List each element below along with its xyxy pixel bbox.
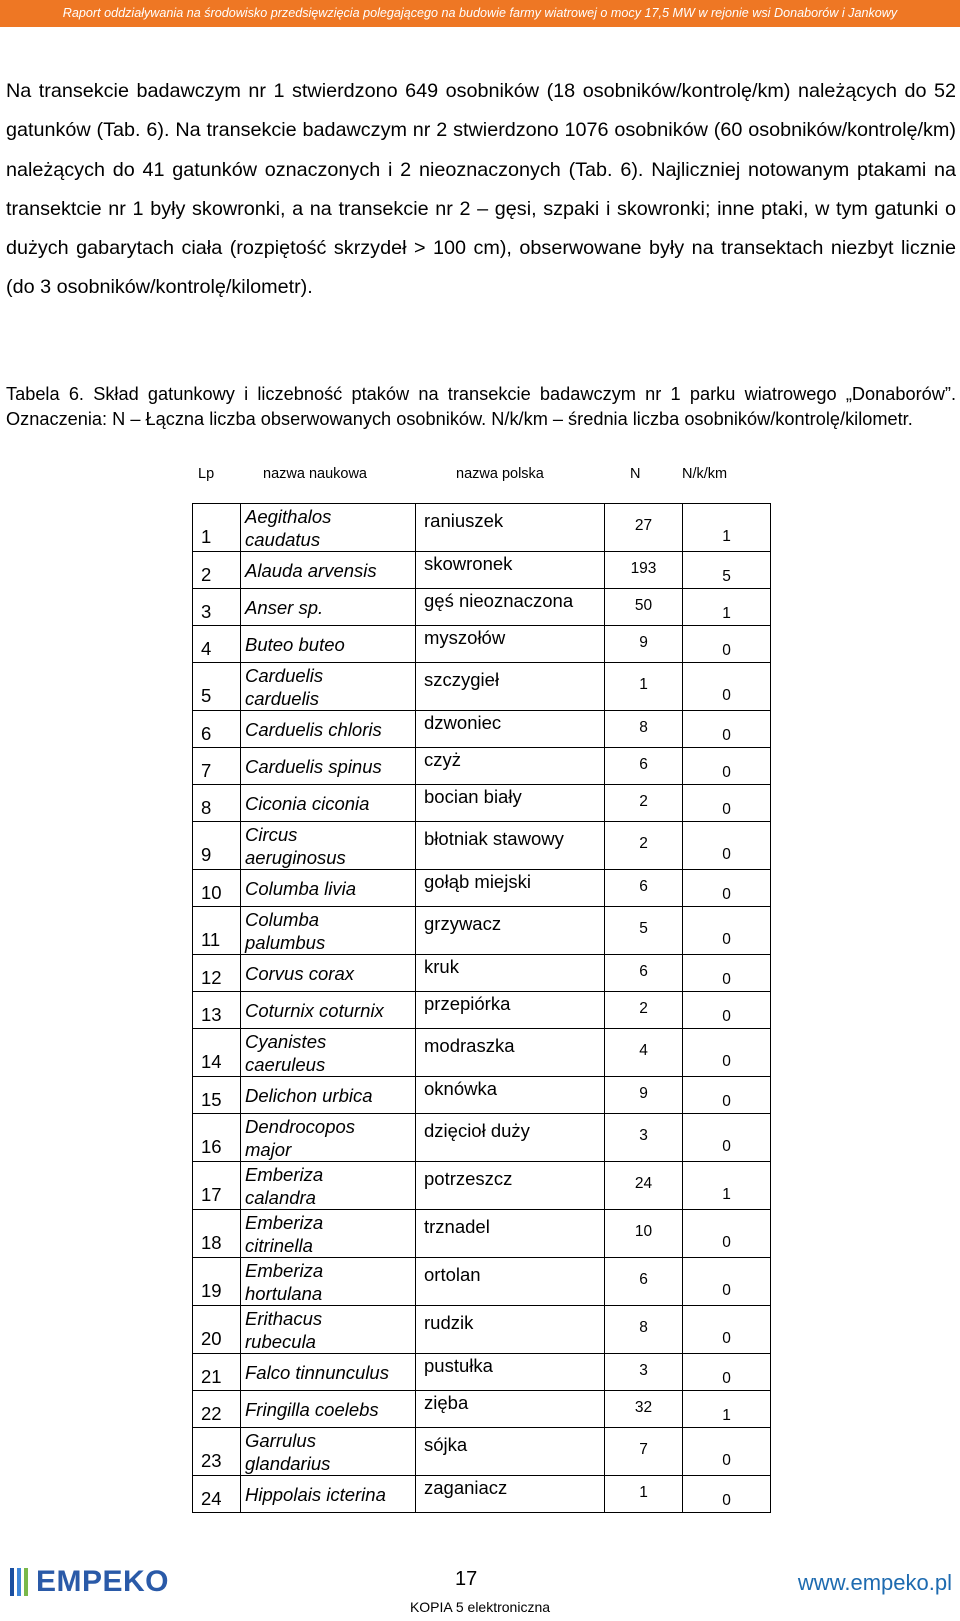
row-number xyxy=(193,992,241,1029)
count-n-text: 6 xyxy=(639,755,648,773)
polish-name-text: ortolan xyxy=(424,1264,481,1285)
polish-name-text: sójka xyxy=(424,1434,468,1455)
polish-name xyxy=(416,822,605,870)
count-n-text: 8 xyxy=(639,718,648,736)
scientific-name xyxy=(241,1391,416,1428)
scientific-name xyxy=(241,711,416,748)
row-number-text: 17 xyxy=(201,1184,222,1205)
count-n-text: 2 xyxy=(639,835,648,852)
count-n-text: 27 xyxy=(634,517,653,534)
header-n: N xyxy=(630,466,641,482)
scientific-name-line1: Garrulus xyxy=(245,1429,316,1451)
count-n xyxy=(605,1428,683,1476)
scientific-name-line1: Carduelis chloris xyxy=(245,718,382,740)
polish-name xyxy=(416,1306,605,1354)
count-n-text: 6 xyxy=(639,1271,648,1288)
count-n xyxy=(605,870,683,907)
polish-name-text: kruk xyxy=(424,955,459,977)
scientific-name-line2: major xyxy=(245,1138,292,1160)
count-n-text: 3 xyxy=(639,1127,648,1144)
count-n-text: 5 xyxy=(639,920,648,937)
count-n-text: 1 xyxy=(639,676,648,693)
count-n-k-km-text: 0 xyxy=(722,885,731,903)
count-n-k-km xyxy=(683,1077,771,1114)
row-number-text: 11 xyxy=(201,929,221,950)
count-n xyxy=(605,748,683,785)
count-n-text: 2 xyxy=(639,792,648,810)
row-number xyxy=(193,1476,241,1513)
row-number xyxy=(193,1258,241,1306)
count-n-k-km-text: 0 xyxy=(722,1369,731,1387)
row-number xyxy=(193,1391,241,1428)
header-scientific-name: nazwa naukowa xyxy=(263,466,367,482)
row-number-text: 15 xyxy=(201,1088,222,1110)
report-header: Raport oddziaływania na środowisko przedsięwzięcia polegającego na budowie farmy wiatrowej o mocy 17,5 MW w rejonie wsi Donaborów i Jankowy xyxy=(0,0,960,27)
count-n xyxy=(605,822,683,870)
polish-name-text: bocian biały xyxy=(424,785,522,807)
scientific-name-line1: Hippolais icterina xyxy=(245,1483,386,1505)
count-n-k-km xyxy=(683,870,771,907)
count-n xyxy=(605,1077,683,1114)
polish-name xyxy=(416,711,605,748)
scientific-name xyxy=(241,1210,416,1258)
scientific-name xyxy=(241,907,416,955)
row-number-text: 5 xyxy=(201,685,212,706)
scientific-name xyxy=(241,1428,416,1476)
row-number-text: 14 xyxy=(201,1051,222,1072)
polish-name xyxy=(416,1428,605,1476)
row-number xyxy=(193,552,241,589)
table-row xyxy=(193,907,771,955)
copy-label: KOPIA 5 elektroniczna xyxy=(409,1599,551,1615)
count-n xyxy=(605,663,683,711)
scientific-name xyxy=(241,589,416,626)
scientific-name-line2: aeruginosus xyxy=(245,846,346,868)
count-n-k-km-text: 0 xyxy=(722,1282,731,1299)
polish-name-text: raniuszek xyxy=(424,510,504,531)
row-number xyxy=(193,711,241,748)
scientific-name-line1: Carduelis xyxy=(245,664,324,686)
scientific-name-line1: Emberiza xyxy=(245,1211,324,1233)
table-header xyxy=(192,460,770,490)
table-row xyxy=(193,822,771,870)
polish-name-text: dzwoniec xyxy=(424,711,502,733)
count-n-text: 6 xyxy=(639,877,648,895)
logo-text: EMPEKO xyxy=(36,1565,170,1598)
bird-species-table xyxy=(192,503,771,1513)
scientific-name-line2: carduelis xyxy=(245,687,320,709)
table-row xyxy=(193,992,771,1029)
count-n-text: 32 xyxy=(634,1398,653,1416)
scientific-name-line1: Dendrocopos xyxy=(245,1115,356,1137)
count-n-k-km-text: 0 xyxy=(722,763,731,781)
header-n-k-km: N/k/km xyxy=(682,466,728,482)
count-n-k-km-text: 0 xyxy=(722,1138,731,1155)
row-number xyxy=(193,1077,241,1114)
scientific-name-line2: glandarius xyxy=(245,1452,331,1474)
empeko-logo xyxy=(10,1562,169,1602)
table-row xyxy=(193,589,771,626)
count-n xyxy=(605,1354,683,1391)
count-n xyxy=(605,1391,683,1428)
row-number xyxy=(193,870,241,907)
row-number-text: 13 xyxy=(201,1003,222,1025)
row-number xyxy=(193,907,241,955)
count-n-k-km xyxy=(683,1029,771,1077)
row-number-text: 4 xyxy=(201,637,212,659)
row-number-text: 23 xyxy=(201,1450,222,1471)
row-number xyxy=(193,1354,241,1391)
row-number-text: 9 xyxy=(201,844,212,865)
polish-name-text: szczygieł xyxy=(424,669,500,690)
row-number-text: 7 xyxy=(201,759,212,781)
count-n xyxy=(605,785,683,822)
row-number xyxy=(193,1428,241,1476)
row-number-text: 1 xyxy=(201,526,212,547)
table-row xyxy=(193,1114,771,1162)
count-n xyxy=(605,1114,683,1162)
polish-name-text: gęś nieoznaczona xyxy=(424,589,574,611)
row-number-text: 8 xyxy=(201,796,212,818)
scientific-name-line1: Columba livia xyxy=(245,877,357,899)
count-n xyxy=(605,626,683,663)
count-n-k-km-text: 0 xyxy=(722,1234,731,1251)
count-n-k-km xyxy=(683,1391,771,1428)
polish-name xyxy=(416,589,605,626)
scientific-name xyxy=(241,785,416,822)
polish-name-text: zięba xyxy=(424,1391,469,1413)
scientific-name-line1: Buteo buteo xyxy=(245,633,345,655)
row-number-text: 16 xyxy=(201,1136,222,1157)
scientific-name-line1: Columba xyxy=(245,908,320,930)
table-row xyxy=(193,1354,771,1391)
scientific-name xyxy=(241,1354,416,1391)
scientific-name xyxy=(241,1077,416,1114)
count-n-k-km xyxy=(683,1306,771,1354)
scientific-name-line1: Circus xyxy=(245,823,298,845)
table-row xyxy=(193,1428,771,1476)
row-number-text: 24 xyxy=(201,1487,222,1509)
scientific-name xyxy=(241,1258,416,1306)
scientific-name-line1: Emberiza xyxy=(245,1163,324,1185)
scientific-name-line1: Anser sp. xyxy=(245,596,324,618)
count-n xyxy=(605,992,683,1029)
row-number-text: 2 xyxy=(201,563,212,585)
scientific-name-line1: Carduelis spinus xyxy=(245,755,382,777)
row-number xyxy=(193,626,241,663)
scientific-name xyxy=(241,822,416,870)
polish-name-text: grzywacz xyxy=(424,913,502,934)
scientific-name-line1: Emberiza xyxy=(245,1259,324,1281)
count-n xyxy=(605,552,683,589)
count-n xyxy=(605,955,683,992)
row-number xyxy=(193,955,241,992)
row-number-text: 18 xyxy=(201,1232,222,1253)
polish-name-text: skowronek xyxy=(424,552,513,574)
count-n-text: 193 xyxy=(630,559,657,577)
count-n-k-km xyxy=(683,1114,771,1162)
scientific-name-line2: rubecula xyxy=(245,1330,316,1352)
count-n-k-km xyxy=(683,1210,771,1258)
scientific-name xyxy=(241,992,416,1029)
polish-name xyxy=(416,1114,605,1162)
count-n-k-km xyxy=(683,1476,771,1513)
count-n xyxy=(605,1258,683,1306)
count-n xyxy=(605,589,683,626)
polish-name xyxy=(416,907,605,955)
polish-name xyxy=(416,785,605,822)
polish-name xyxy=(416,870,605,907)
count-n-text: 10 xyxy=(634,1223,653,1240)
page-number: 17 xyxy=(455,1568,478,1590)
polish-name-text: gołąb miejski xyxy=(424,870,531,892)
row-number-text: 22 xyxy=(201,1402,222,1424)
count-n-k-km xyxy=(683,955,771,992)
scientific-name xyxy=(241,1476,416,1513)
count-n-k-km-text: 0 xyxy=(722,846,731,863)
scientific-name xyxy=(241,955,416,992)
row-number xyxy=(193,785,241,822)
scientific-name-line2: palumbus xyxy=(245,931,326,953)
scientific-name xyxy=(241,1114,416,1162)
scientific-name xyxy=(241,1029,416,1077)
count-n-text: 8 xyxy=(639,1319,648,1336)
logo-mark-icon xyxy=(10,1568,28,1596)
count-n-k-km xyxy=(683,504,771,552)
count-n-k-km-text: 0 xyxy=(722,800,731,818)
table-row xyxy=(193,504,771,552)
count-n-text: 7 xyxy=(639,1441,648,1458)
table-row xyxy=(193,626,771,663)
row-number xyxy=(193,1306,241,1354)
row-number xyxy=(193,1162,241,1210)
polish-name-text: przepiórka xyxy=(424,992,511,1014)
table-row xyxy=(193,1258,771,1306)
row-number xyxy=(193,748,241,785)
count-n-k-km-text: 0 xyxy=(722,1007,731,1025)
polish-name-text: błotniak stawowy xyxy=(424,828,564,849)
row-number-text: 3 xyxy=(201,600,212,622)
website-link[interactable]: www.empeko.pl xyxy=(797,1570,952,1595)
polish-name xyxy=(416,626,605,663)
scientific-name-line2: citrinella xyxy=(245,1234,313,1256)
scientific-name xyxy=(241,663,416,711)
polish-name-text: trznadel xyxy=(424,1216,490,1237)
polish-name xyxy=(416,504,605,552)
scientific-name-line1: Fringilla coelebs xyxy=(245,1398,379,1420)
count-n-k-km-text: 0 xyxy=(722,1330,731,1347)
count-n-k-km-text: 1 xyxy=(722,604,731,622)
table-row xyxy=(193,1306,771,1354)
table-row xyxy=(193,748,771,785)
count-n-k-km xyxy=(683,589,771,626)
scientific-name-line1: Cyanistes xyxy=(245,1030,327,1052)
table-row xyxy=(193,1162,771,1210)
count-n-text: 2 xyxy=(639,999,648,1017)
scientific-name-line1: Coturnix coturnix xyxy=(245,999,384,1021)
count-n-k-km-text: 1 xyxy=(722,1406,731,1424)
scientific-name-line1: Falco tinnunculus xyxy=(245,1361,389,1383)
scientific-name-line1: Delichon urbica xyxy=(245,1084,373,1106)
polish-name xyxy=(416,552,605,589)
row-number xyxy=(193,1114,241,1162)
polish-name xyxy=(416,748,605,785)
scientific-name-line1: Ciconia ciconia xyxy=(245,792,370,814)
scientific-name xyxy=(241,626,416,663)
count-n xyxy=(605,1029,683,1077)
row-number xyxy=(193,504,241,552)
count-n-k-km xyxy=(683,1428,771,1476)
row-number xyxy=(193,1210,241,1258)
polish-name xyxy=(416,992,605,1029)
scientific-name-line1: Alauda arvensis xyxy=(245,559,377,581)
count-n-k-km xyxy=(683,992,771,1029)
polish-name xyxy=(416,1354,605,1391)
count-n-k-km-text: 0 xyxy=(722,931,731,948)
count-n-k-km-text: 0 xyxy=(722,1452,731,1469)
table-body xyxy=(193,504,771,1513)
polish-name xyxy=(416,955,605,992)
count-n-k-km xyxy=(683,907,771,955)
scientific-name xyxy=(241,552,416,589)
table-row xyxy=(193,785,771,822)
count-n-k-km-text: 0 xyxy=(722,970,731,988)
table-row xyxy=(193,1391,771,1428)
scientific-name xyxy=(241,504,416,552)
row-number-text: 21 xyxy=(201,1365,222,1387)
count-n-text: 9 xyxy=(639,633,648,651)
count-n-k-km-text: 5 xyxy=(722,567,731,585)
count-n-k-km xyxy=(683,663,771,711)
table-row xyxy=(193,711,771,748)
scientific-name-line2: caeruleus xyxy=(245,1053,326,1075)
count-n-k-km xyxy=(683,822,771,870)
header-lp: Lp xyxy=(198,466,215,482)
scientific-name xyxy=(241,1306,416,1354)
scientific-name-line1: Corvus corax xyxy=(245,962,354,984)
count-n-k-km-text: 0 xyxy=(722,641,731,659)
table-row xyxy=(193,1210,771,1258)
row-number xyxy=(193,1029,241,1077)
count-n xyxy=(605,1162,683,1210)
count-n-k-km xyxy=(683,785,771,822)
row-number-text: 19 xyxy=(201,1280,222,1301)
row-number xyxy=(193,822,241,870)
scientific-name-line2: hortulana xyxy=(245,1282,323,1304)
count-n xyxy=(605,907,683,955)
polish-name xyxy=(416,663,605,711)
polish-name xyxy=(416,1029,605,1077)
table-row xyxy=(193,1476,771,1513)
polish-name-text: rudzik xyxy=(424,1312,474,1333)
row-number xyxy=(193,589,241,626)
count-n-k-km xyxy=(683,1354,771,1391)
count-n-k-km-text: 0 xyxy=(722,726,731,744)
table-row xyxy=(193,1077,771,1114)
row-number-text: 6 xyxy=(201,722,212,744)
scientific-name-line1: Erithacus xyxy=(245,1307,323,1329)
count-n-text: 50 xyxy=(634,596,653,614)
count-n-text: 6 xyxy=(639,962,648,980)
table-row xyxy=(193,955,771,992)
scientific-name xyxy=(241,870,416,907)
count-n-k-km-text: 0 xyxy=(722,1053,731,1070)
count-n xyxy=(605,504,683,552)
count-n-k-km xyxy=(683,1258,771,1306)
scientific-name-line2: caudatus xyxy=(245,528,321,550)
polish-name-text: zaganiacz xyxy=(424,1476,508,1498)
count-n-k-km-text: 1 xyxy=(722,528,731,545)
scientific-name-line1: Aegithalos xyxy=(245,505,332,527)
count-n xyxy=(605,1210,683,1258)
polish-name xyxy=(416,1476,605,1513)
polish-name-text: myszołów xyxy=(424,626,506,648)
count-n xyxy=(605,1476,683,1513)
polish-name-text: dzięcioł duży xyxy=(424,1120,530,1141)
polish-name-text: czyż xyxy=(424,748,461,770)
count-n-text: 9 xyxy=(639,1084,648,1102)
polish-name-text: pustułka xyxy=(424,1354,493,1376)
scientific-name xyxy=(241,748,416,785)
polish-name xyxy=(416,1258,605,1306)
count-n-k-km xyxy=(683,552,771,589)
count-n-text: 1 xyxy=(639,1483,648,1501)
count-n-text: 3 xyxy=(639,1361,648,1379)
scientific-name xyxy=(241,1162,416,1210)
count-n-text: 4 xyxy=(639,1042,648,1059)
scientific-name-line2: calandra xyxy=(245,1186,316,1208)
count-n-text: 24 xyxy=(634,1175,653,1192)
polish-name xyxy=(416,1210,605,1258)
count-n-k-km-text: 0 xyxy=(722,1491,731,1509)
table-caption: Tabela 6. Skład gatunkowy i liczebność ptaków na transekcie badawczym nr 1 parku wiatrowego „Donaborów”. Oznaczenia: N – Łączna liczba obserwowanych osobników. N/k/km – średnia liczba osobników/kontrolę/kilometr. xyxy=(6,384,956,429)
row-number xyxy=(193,663,241,711)
polish-name xyxy=(416,1391,605,1428)
table-row xyxy=(193,552,771,589)
count-n-k-km xyxy=(683,748,771,785)
header-polish-name: nazwa polska xyxy=(456,466,544,482)
count-n xyxy=(605,1306,683,1354)
polish-name xyxy=(416,1077,605,1114)
table-row xyxy=(193,1029,771,1077)
count-n-k-km xyxy=(683,711,771,748)
count-n-k-km xyxy=(683,1162,771,1210)
polish-name-text: modraszka xyxy=(424,1035,515,1056)
count-n-k-km-text: 0 xyxy=(722,1092,731,1110)
count-n xyxy=(605,711,683,748)
polish-name-text: potrzeszcz xyxy=(424,1168,513,1189)
count-n-k-km xyxy=(683,626,771,663)
table-row xyxy=(193,663,771,711)
body-paragraph: Na transekcie badawczym nr 1 stwierdzono 649 osobników (18 osobników/kontrolę/km) należących do 52 gatunków (Tab. 6). Na transekcie badawczym nr 2 stwierdzono 1076 osobników (60 osobników/kontrolę/km) należących do 41 gatunków oznaczonych i 2 nieoznaczonych (Tab. 6). Najliczniej notowanym ptakami na transektcie nr 1 były skowronki, a na transekcie nr 2 – gęsi, szpaki i skowronki; inne ptaki, w tym gatunki o dużych gabarytach ciała (rozpiętość skrzydeł > 100 cm), obserwowane były na transektach niezbyt licznie (do 3 osobników/kontrolę/kilometr). xyxy=(6,80,956,299)
table-row xyxy=(193,870,771,907)
count-n-k-km-text: 1 xyxy=(722,1186,731,1203)
row-number-text: 20 xyxy=(201,1328,222,1349)
row-number-text: 12 xyxy=(201,966,222,988)
row-number-text: 10 xyxy=(201,881,222,903)
count-n-k-km-text: 0 xyxy=(722,687,731,704)
polish-name-text: oknówka xyxy=(424,1077,498,1099)
polish-name xyxy=(416,1162,605,1210)
